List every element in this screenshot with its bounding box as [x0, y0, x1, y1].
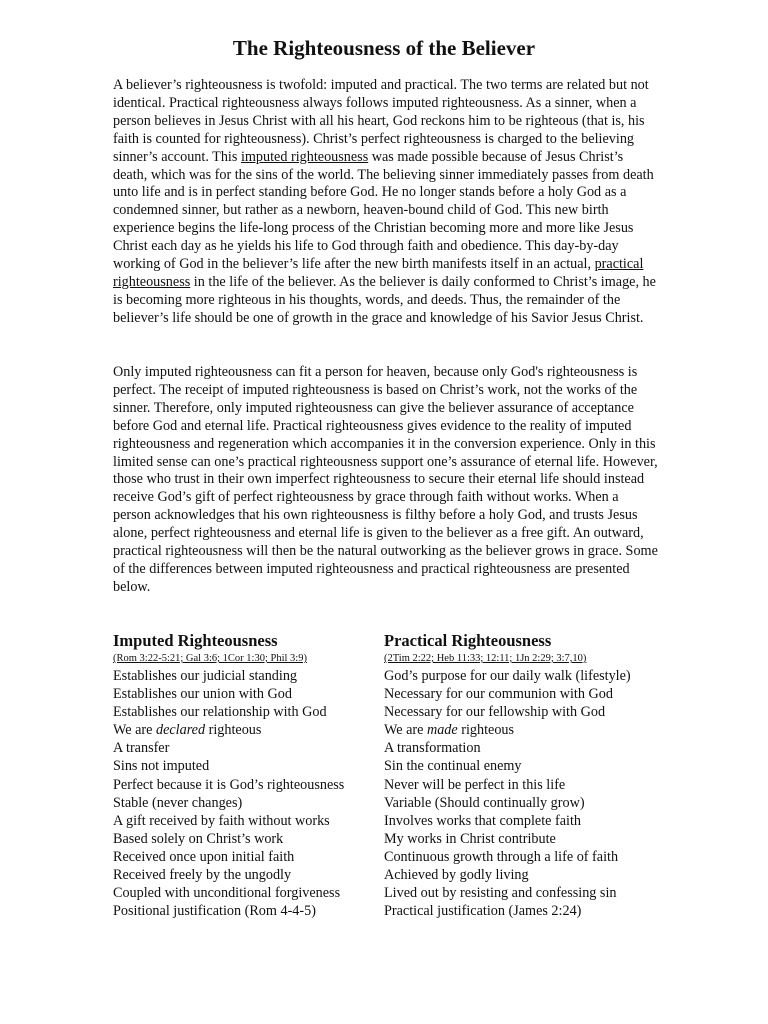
practical-list-item: My works in Christ contribute [384, 830, 556, 847]
imputed-list-item [113, 721, 383, 739]
practical-list-item: Achieved by godly living [384, 867, 529, 884]
paragraph-1 [113, 77, 658, 328]
imputed-list-item: Based solely on Christ’s work [113, 830, 284, 847]
imputed-list-item: Stable (never changes) [113, 794, 243, 811]
imputed-list-item: Coupled with unconditional forgiveness [113, 885, 341, 902]
imputed-list-item-pre: We are [113, 722, 156, 739]
practical-list-item: Never will be perfect in this life [384, 776, 566, 793]
paragraph-1-text-a: A believer’s righteousness is twofold: imputed and practical. The two terms are related but not identical. Practical righteousness always follows imputed righteousness. As a sinner, when a person believes in Jesus Christ with all his heart, God reckons him to be righteous (that is, his faith is counted for righteousness). Christ’s perfect righteousness is charged to the believing sinner’s account. This [113, 77, 649, 165]
imputed-list-item-post: righteous [205, 722, 262, 739]
practical-list-item: Practical justification (James 2:24) [384, 903, 582, 920]
imputed-column [113, 631, 383, 920]
practical-list-item-em: made [426, 722, 458, 739]
imputed-list-item: Establishes our judicial standing [113, 668, 298, 684]
practical-list-item-pre: We are [384, 722, 427, 739]
imputed-list-item: Establishes our relationship with God [113, 704, 327, 721]
practical-list-item: Lived out by resisting and confessing sin [384, 885, 617, 902]
imputed-list-item: Perfect because it is God’s righteousness [113, 776, 345, 793]
practical-list-item: Sin the continual enemy [384, 758, 522, 775]
practical-list-item: A transformation [384, 740, 481, 757]
page-title: The Righteousness of the Believer [232, 36, 536, 60]
imputed-list-item: Sins not imputed [113, 758, 210, 775]
term-practical-righteousness: practical righteousness [113, 256, 644, 290]
imputed-list-item: Received freely by the ungodly [113, 867, 292, 884]
practical-heading: Practical Righteousness [384, 631, 552, 650]
imputed-list-item: Establishes our union with God [113, 686, 292, 703]
practical-list-item: Continuous growth through a life of faith [384, 848, 619, 865]
practical-list-item [384, 721, 654, 739]
practical-references: (2Tim 2:22; Heb 11:33; 12:11; 1Jn 2:29; 3:7,10) [384, 653, 587, 664]
imputed-list-item: A gift received by faith without works [113, 812, 330, 829]
practical-list-item: Variable (Should continually grow) [384, 794, 585, 811]
imputed-references: (Rom 3:22-5:21; Gal 3:6; 1Cor 1:30; Phil 3:9) [113, 653, 307, 664]
imputed-list [113, 667, 383, 920]
practical-list [384, 667, 654, 920]
paragraph-1-text-b: was made possible because of Jesus Christ’s death, which was for the sins of the world. The believing sinner immediately passes from death unto life and is in perfect standing before God. He no longer stands before a holy God as a condemned sinner, but rather as a newborn, heaven-bound child of God. This new birth experience begins the life-long process of the Christian becoming more and more like Jesus Christ each day as he yields his life to God through faith and obedience. This day-by-day working of God in the believer’s life after the new birth manifests itself in an actual, [113, 148, 654, 273]
imputed-heading: Imputed Righteousness [113, 631, 278, 650]
imputed-list-item-em: declared [155, 722, 206, 739]
imputed-list-item: Received once upon initial faith [113, 848, 295, 865]
practical-list-item: Involves works that complete faith [384, 812, 581, 829]
paragraph-2: Only imputed righteousness can fit a person for heaven, because only God's righteousness is perfect. The receipt of imputed righteousness is based on Christ’s work, not the works of the sinner. Therefore, only imputed righteousness can give the believer assurance of acceptance before God and eternal life. Practical righteousness gives evidence to the reality of imputed righteousness and regeneration which accompanies it in the conversion experience. Only in this limited sense can one’s practical righteousness support one’s assurance of eternal life. However, those who trust in their own imperfect righteousness to secure their eternal life should instead receive God’s gift of perfect righteousness by grace through faith without works. When a person acknowledges that his own righteousness is filthy before a holy God, and trusts Jesus alone, perfect righteousness and eternal life is given to the believer as a free gift. An outward, practical righteousness will then be the natural outworking as the believer grows in grace. Some of the differences between imputed righteousness and practical righteousness are presented below. [113, 364, 658, 595]
practical-list-item-post: righteous [457, 722, 515, 739]
practical-list-item: God’s purpose for our daily walk (lifestyle) [384, 668, 631, 684]
practical-column [384, 631, 654, 920]
practical-list-item: Necessary for our communion with God [384, 686, 613, 703]
practical-list-item: Necessary for our fellowship with God [384, 704, 606, 721]
paragraph-1-text-c: in the life of the believer. As the believer is daily conformed to Christ’s image, he is becoming more righteous in his thoughts, words, and deeds. Thus, the remainder of the believer’s life should be one of growth in the grace and knowledge of his Savior Jesus Christ. [113, 273, 656, 326]
imputed-list-item: A transfer [113, 740, 170, 757]
imputed-list-item: Positional justification (Rom 4-4-5) [113, 903, 316, 920]
term-imputed-righteousness: imputed righteousness [240, 148, 369, 165]
